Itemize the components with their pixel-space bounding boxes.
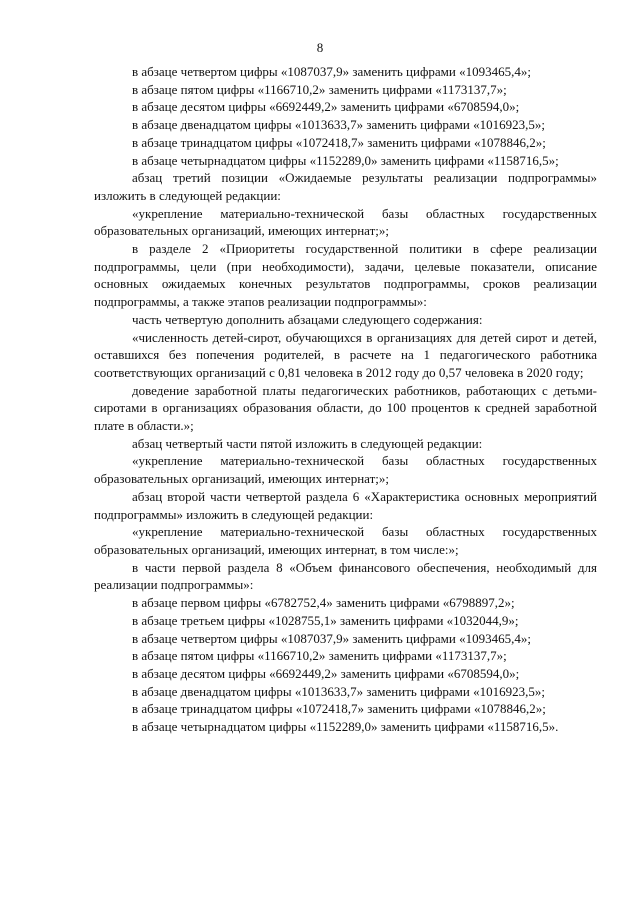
paragraph: в абзаце тринадцатом цифры «1072418,7» заменить цифрами «1078846,2»; (132, 134, 546, 150)
paragraph: в абзаце четвертом цифры «1087037,9» заменить цифрами «1093465,4»; (132, 64, 531, 79)
paragraph: в абзаце пятом цифры «1166710,2» заменить цифрами «1173137,7»; (132, 648, 507, 664)
paragraph: в разделе 2 «Приоритеты государственной политики в сфере реализации подпрограммы, цели (при необходимости), задачи, целевые показатели, описание основных ожидаемых конечных результатов подпрограммы, сроков реализации подпрограммы, а также этапов реализации подпрограммы»: (94, 241, 597, 310)
paragraph: в абзаце четырнадцатом цифры «1152289,0» заменить цифрами «1158716,5». (132, 719, 559, 735)
document-body (94, 63, 597, 736)
paragraph: в абзаце первом цифры «6782752,4» заменить цифрами «6798897,2»; (132, 595, 515, 611)
paragraph: в части первой раздела 8 «Объем финансового обеспечения, необходимый для реализации подпрограммы»: (94, 559, 597, 593)
paragraph: в абзаце третьем цифры «1028755,1» заменить цифрами «1032044,9»; (132, 612, 519, 628)
paragraph: в абзаце четвертом цифры «1087037,9» заменить цифрами «1093465,4»; (132, 630, 531, 646)
paragraph: абзац четвертый части пятой изложить в следующей редакции: (132, 435, 483, 451)
paragraph: абзац второй части четвертой раздела 6 «Характеристика основных мероприятий подпрограммы» изложить в следующей редакции: (94, 488, 597, 522)
paragraph: доведение заработной платы педагогических работников, работающих с детьми-сиротами в организациях образования области, до 100 процентов к средней заработной плате в области.»; (94, 382, 597, 434)
paragraph: «численность детей-сирот, обучающихся в организациях для детей сирот и детей, оставшихся без попечения родителей, в расчете на 1 педагогического работника соответствующих организаций с 0,81 человека в 2012 году до 0,57 человека в 2020 году; (94, 329, 597, 380)
paragraph: в абзаце двенадцатом цифры «1013633,7» заменить цифрами «1016923,5»; (132, 683, 545, 699)
paragraph: в абзаце десятом цифры «6692449,2» заменить цифрами «6708594,0»; (132, 665, 520, 681)
paragraph: в абзаце тринадцатом цифры «1072418,7» заменить цифрами «1078846,2»; (132, 701, 546, 717)
paragraph: «укрепление материально-технической базы областных государственных образовательных организаций, имеющих интернат;»; (94, 453, 597, 487)
paragraph: в абзаце двенадцатом цифры «1013633,7» заменить цифрами «1016923,5»; (132, 117, 545, 133)
paragraph: «укрепление материально-технической базы областных государственных образовательных организаций, имеющих интернат;»; (94, 205, 597, 239)
paragraph: в абзаце пятом цифры «1166710,2» заменить цифрами «1173137,7»; (132, 81, 507, 97)
paragraph: абзац третий позиции «Ожидаемые результаты реализации подпрограммы» изложить в следующей редакции: (94, 170, 597, 203)
page-number: 8 (316, 40, 324, 55)
paragraph: «укрепление материально-технической базы областных государственных образовательных организаций, имеющих интернат, в том числе:»; (94, 524, 597, 557)
paragraph: часть четвертую дополнить абзацами следующего содержания: (132, 311, 483, 327)
paragraph: в абзаце четырнадцатом цифры «1152289,0» заменить цифрами «1158716,5»; (132, 152, 559, 168)
paragraph: в абзаце десятом цифры «6692449,2» заменить цифрами «6708594,0»; (132, 99, 520, 115)
